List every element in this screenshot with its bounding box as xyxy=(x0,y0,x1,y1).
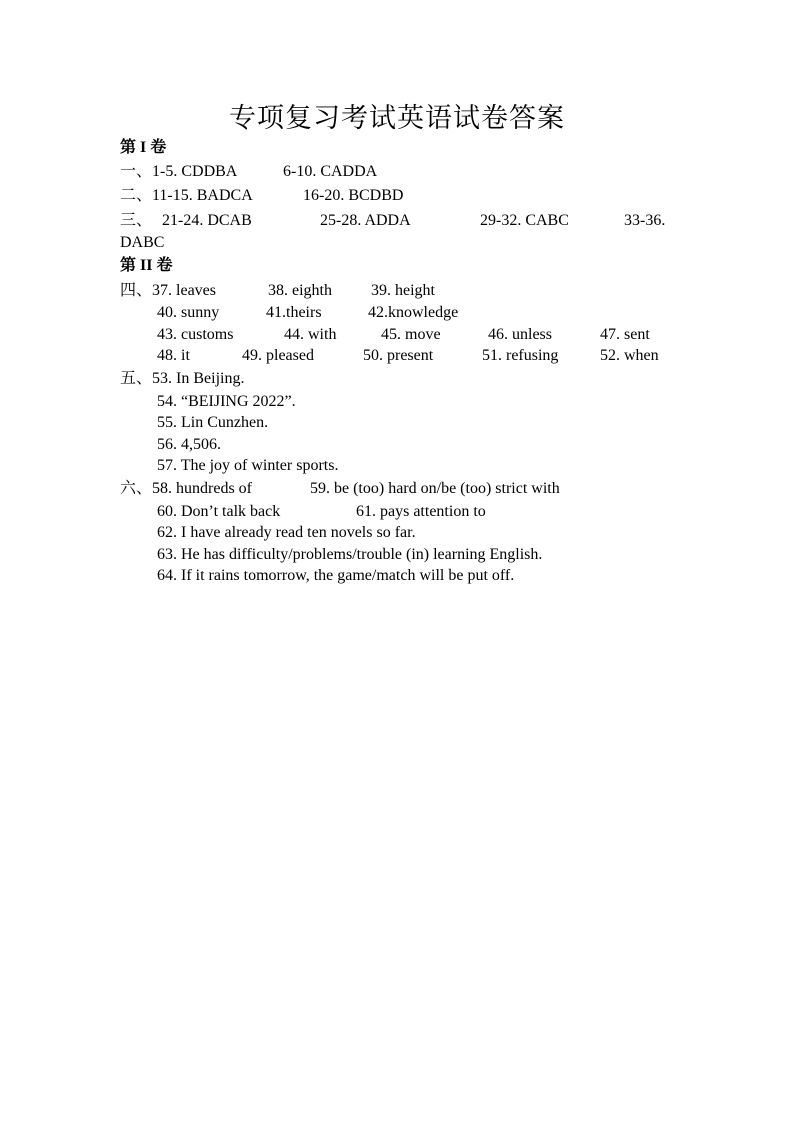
answer-item: 45. move xyxy=(381,326,441,343)
answer-item: 62. I have already read ten novels so far. xyxy=(157,524,416,541)
section-2-line xyxy=(120,186,404,206)
section-1-label: 一、 xyxy=(120,163,153,180)
section-2-label: 二、 xyxy=(120,187,153,204)
answer-item: 51. refusing xyxy=(482,347,559,364)
answer-item: 63. He has difficulty/problems/trouble (in) learning English. xyxy=(157,546,543,563)
section-3-label: 三、 xyxy=(120,212,153,229)
answer-item: 44. with xyxy=(284,326,337,343)
section-6-label: 六、 xyxy=(120,480,153,497)
section-5-label: 五、 xyxy=(120,370,153,387)
answer-group: 6-10. CADDA xyxy=(283,163,378,180)
answer-item: 48. it xyxy=(157,347,190,364)
answer-item: 54. “BEIJING 2022”. xyxy=(157,393,296,410)
answer-item: 53. In Beijing. xyxy=(152,370,245,387)
answer-group: 29-32. CABC xyxy=(480,212,569,229)
section-4-row-1 xyxy=(120,281,435,301)
answer-item: 42.knowledge xyxy=(368,304,459,321)
answer-item: 38. eighth xyxy=(268,282,332,299)
answer-group: 33-36. xyxy=(624,212,666,229)
answer-item: 39. height xyxy=(371,282,435,299)
section-4-label: 四、 xyxy=(120,282,153,299)
answer-item: 59. be (too) hard on/be (too) strict with xyxy=(310,480,560,497)
answer-item: 43. customs xyxy=(157,326,234,343)
answer-item: 64. If it rains tomorrow, the game/match will be put off. xyxy=(157,567,515,584)
section-1-line xyxy=(120,162,378,182)
answer-item: 47. sent xyxy=(600,326,650,343)
answer-item: 57. The joy of winter sports. xyxy=(157,457,339,474)
answer-item: 55. Lin Cunzhen. xyxy=(157,414,269,431)
answer-item: 61. pays attention to xyxy=(356,503,486,520)
section-3-wrap: DABC xyxy=(120,234,165,251)
answer-item: 49. pleased xyxy=(242,347,314,364)
answer-group: 21-24. DCAB xyxy=(162,212,252,229)
answer-item: 58. hundreds of xyxy=(152,480,252,497)
answer-item: 50. present xyxy=(363,347,434,364)
part1-heading: 第 I 卷 xyxy=(120,139,167,156)
answer-group: 16-20. BCDBD xyxy=(303,187,404,204)
section-5-line xyxy=(120,369,244,389)
page-title: 专项复习考试英语试卷答案 xyxy=(229,103,565,133)
section-6-row-1 xyxy=(120,479,560,499)
answer-item: 40. sunny xyxy=(157,304,220,321)
answer-item: 56. 4,506. xyxy=(157,436,221,453)
part2-heading: 第 II 卷 xyxy=(120,257,173,274)
answer-item: 37. leaves xyxy=(152,282,216,299)
answer-item: 60. Don’t talk back xyxy=(157,503,281,520)
answer-group: 25-28. ADDA xyxy=(320,212,411,229)
section-3-line xyxy=(120,211,666,231)
answer-group: 11-15. BADCA xyxy=(152,187,253,204)
answer-item: 52. when xyxy=(600,347,659,364)
answer-group: 1-5. CDDBA xyxy=(152,163,238,180)
answer-item: 46. unless xyxy=(488,326,552,343)
answer-item: 41.theirs xyxy=(266,304,322,321)
